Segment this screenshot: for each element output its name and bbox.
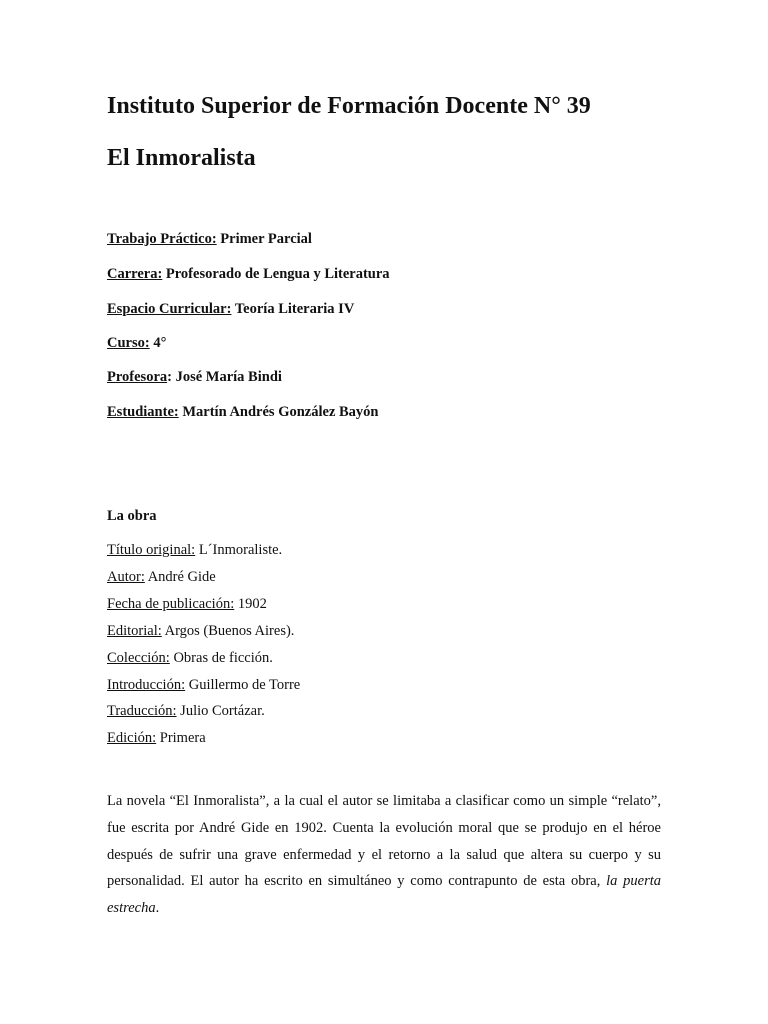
meta-value: 4° xyxy=(153,335,167,351)
info-label: Introducción: xyxy=(107,677,186,693)
info-line-coleccion xyxy=(107,650,273,667)
info-value: Julio Cortázar. xyxy=(180,703,265,719)
info-line-introduccion xyxy=(107,677,300,694)
info-value: André Gide xyxy=(147,569,216,585)
info-label: Título original: xyxy=(107,542,196,558)
meta-line-espacio xyxy=(107,301,354,318)
info-label: Colección: xyxy=(107,650,170,666)
meta-line-estudiante xyxy=(107,404,379,421)
meta-line-curso xyxy=(107,335,166,352)
info-value: L´Inmoraliste. xyxy=(198,542,283,558)
info-label: Traducción: xyxy=(107,703,177,719)
info-label: Editorial: xyxy=(107,623,162,639)
info-value: Argos (Buenos Aires). xyxy=(164,623,295,639)
meta-value: Martín Andrés González Bayón xyxy=(182,404,379,420)
info-line-titulo xyxy=(107,542,282,559)
info-line-autor xyxy=(107,569,216,586)
meta-line-trabajo xyxy=(107,231,312,248)
body-paragraph xyxy=(107,788,661,922)
meta-value: Profesorado de Lengua y Literatura xyxy=(165,266,390,282)
meta-label: Trabajo Práctico: xyxy=(107,231,217,247)
info-line-editorial xyxy=(107,623,294,640)
paragraph-text: La novela “El Inmoralista”, a la cual el autor se limitaba a clasificar como un simple “relato”, fue escrita por André Gide en 1902. Cuenta la evolución moral que se produjo en el héroe después de sufrir una grave enfermedad y el retorno a la salud que altera su cuerpo y su personalidad. El autor ha escrito en simultáneo y como contrapunto de esta obra, xyxy=(107,793,661,890)
meta-value: Primer Parcial xyxy=(220,231,312,247)
info-value: Primera xyxy=(159,730,206,746)
institution-heading: Instituto Superior de Formación Docente N° 39 xyxy=(107,93,591,119)
info-label: Autor: xyxy=(107,569,145,585)
info-line-fecha xyxy=(107,596,267,613)
meta-label: Carrera: xyxy=(107,266,163,282)
meta-line-carrera xyxy=(107,266,390,283)
meta-label: Espacio Curricular: xyxy=(107,301,232,317)
meta-label: Curso: xyxy=(107,335,150,351)
info-label: Fecha de publicación: xyxy=(107,596,235,612)
meta-label: Profesora xyxy=(107,369,168,385)
work-title-heading: El Inmoralista xyxy=(107,145,256,171)
info-label: Edición: xyxy=(107,730,157,746)
meta-value: : José María Bindi xyxy=(167,369,282,385)
info-value: Obras de ficción. xyxy=(173,650,273,666)
meta-line-profesora xyxy=(107,369,282,386)
info-value: Guillermo de Torre xyxy=(188,677,301,693)
info-line-edicion xyxy=(107,730,206,747)
meta-label: Estudiante: xyxy=(107,404,179,420)
section-title: La obra xyxy=(107,508,157,524)
paragraph-end: . xyxy=(155,900,160,917)
info-value: 1902 xyxy=(237,596,267,612)
info-line-traduccion xyxy=(107,703,265,720)
paragraph-italic-title: la puerta estrecha xyxy=(107,873,661,917)
meta-value: Teoría Literaria IV xyxy=(234,301,355,317)
